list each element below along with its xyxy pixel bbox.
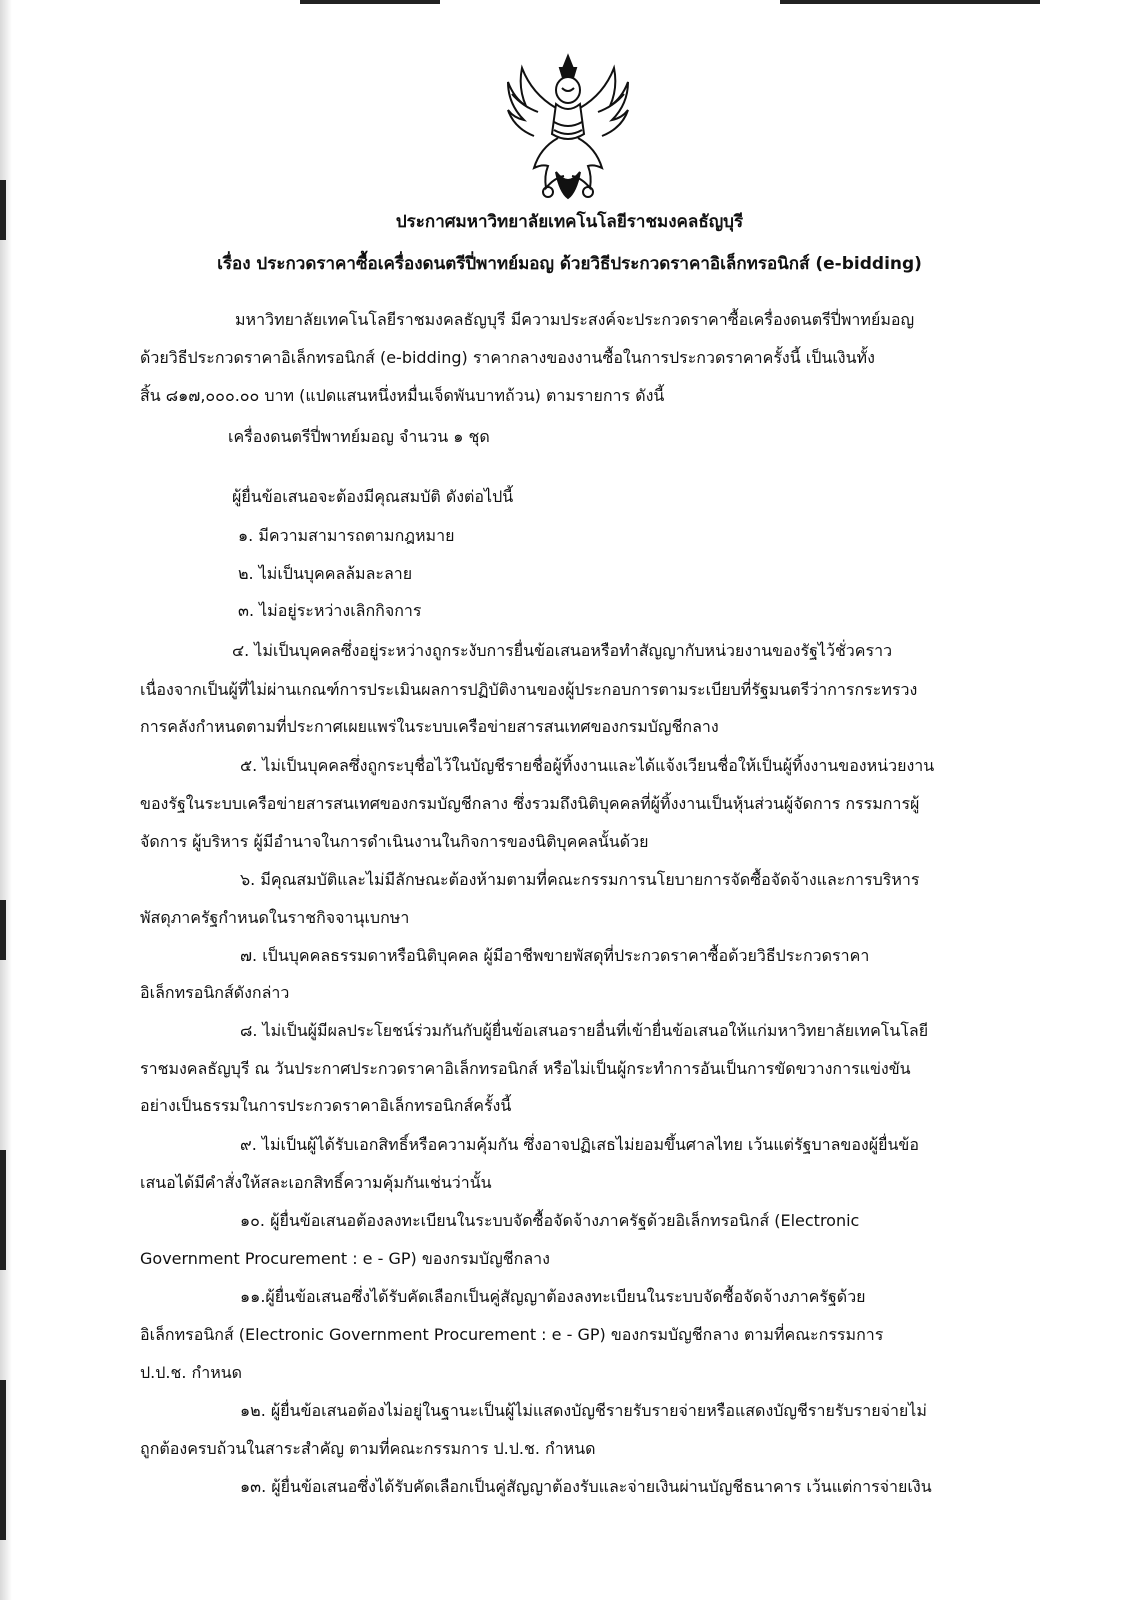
list-item: ๖. มีคุณสมบัติและไม่มีลักษณะต้องห้ามตามที่คณะกรรมการนโยบายการจัดซื้อจัดจ้างและการบริหาร	[240, 870, 920, 889]
page-subtitle: เรื่อง ประกวดราคาซื้อเครื่องดนตรีปี่พาทย์มอญ ด้วยวิธีประกวดราคาอิเล็กทรอนิกส์ (e-bidding)	[217, 254, 922, 274]
list-item: ๑๒. ผู้ยื่นข้อเสนอต้องไม่อยู่ในฐานะเป็นผู้ไม่แสดงบัญชีรายรับรายจ่ายหรือแสดงบัญชีรายรับรายจ่ายไม่	[240, 1401, 927, 1420]
list-item: ป.ป.ช. กำหนด	[140, 1363, 243, 1382]
list-item: เนื่องจากเป็นผู้ที่ไม่ผ่านเกณฑ์การประเมินผลการปฏิบัติงานของผู้ประกอบการตามระเบียบที่รัฐมนตรีว่าการกระทรวง	[140, 680, 918, 699]
list-item: อย่างเป็นธรรมในการประกวดราคาอิเล็กทรอนิกส์ครั้งนี้	[140, 1096, 512, 1115]
list-item: จัดการ ผู้บริหาร ผู้มีอำนาจในการดำเนินงานในกิจการของนิติบุคคลนั้นด้วย	[140, 832, 649, 851]
scan-mark	[300, 0, 440, 4]
qualifications-heading: ผู้ยื่นข้อเสนอจะต้องมีคุณสมบัติ ดังต่อไปนี้	[232, 487, 514, 506]
list-item: ราชมงคลธัญบุรี ณ วันประกาศประกวดราคาอิเล็กทรอนิกส์ หรือไม่เป็นผู้กระทำการอันเป็นการขัดขวางการแข่งขัน	[140, 1059, 911, 1078]
list-item: อิเล็กทรอนิกส์ (Electronic Government Procurement : e - GP) ของกรมบัญชีกลาง ตามที่คณะกรรมการ	[140, 1325, 884, 1344]
scan-mark	[0, 1380, 6, 1540]
list-item: ๕. ไม่เป็นบุคคลซึ่งถูกระบุชื่อไว้ในบัญชีรายชื่อผู้ทิ้งงานและได้แจ้งเวียนชื่อให้เป็นผู้ทิ้งงานของหน่วยงาน	[240, 756, 935, 775]
list-item: ๗. เป็นบุคคลธรรมดาหรือนิติบุคคล ผู้มีอาชีพขายพัสดุที่ประกวดราคาซื้อด้วยวิธีประกวดราคา	[240, 946, 870, 965]
list-item: ๒. ไม่เป็นบุคคลล้มละลาย	[238, 564, 413, 583]
list-item: ถูกต้องครบถ้วนในสาระสำคัญ ตามที่คณะกรรมการ ป.ป.ช. กำหนด	[140, 1439, 596, 1458]
list-item: ๘. ไม่เป็นผู้มีผลประโยชน์ร่วมกันกับผู้ยื่นข้อเสนอรายอื่นที่เข้ายื่นข้อเสนอให้แก่มหาวิทยาลัยเทคโนโลยี	[240, 1021, 929, 1040]
scan-mark	[0, 1150, 6, 1270]
list-item: ๔. ไม่เป็นบุคคลซึ่งอยู่ระหว่างถูกระงับการยื่นข้อเสนอหรือทำสัญญากับหน่วยงานของรัฐไว้ชั่วคราว	[232, 641, 893, 660]
scan-mark	[780, 0, 1040, 4]
intro-line: ด้วยวิธีประกวดราคาอิเล็กทรอนิกส์ (e-bidding) ราคากลางของงานซื้อในการประกวดราคาครั้งนี้ เป็นเงินทั้ง	[140, 348, 875, 367]
list-item: Government Procurement : e - GP) ของกรมบัญชีกลาง	[140, 1249, 550, 1268]
scan-edge	[0, 0, 12, 1600]
list-item: ๑๐. ผู้ยื่นข้อเสนอต้องลงทะเบียนในระบบจัดซื้อจัดจ้างภาครัฐด้วยอิเล็กทรอนิกส์ (Electronic	[240, 1211, 860, 1230]
scan-mark	[0, 900, 6, 960]
list-item: ๑. มีความสามารถตามกฎหมาย	[238, 526, 455, 545]
list-item: ของรัฐในระบบเครือข่ายสารสนเทศของกรมบัญชีกลาง ซึ่งรวมถึงนิติบุคคลที่ผู้ทิ้งงานเป็นหุ้นส่วนผู้จัดการ กรรมการผู้	[140, 794, 920, 813]
intro-line: มหาวิทยาลัยเทคโนโลยีราชมงคลธัญบุรี มีความประสงค์จะประกวดราคาซื้อเครื่องดนตรีปี่พาทย์มอญ	[235, 310, 915, 329]
list-item: พัสดุภาครัฐกำหนดในราชกิจจานุเบกษา	[140, 908, 410, 927]
list-item: ๓. ไม่อยู่ระหว่างเลิกกิจการ	[238, 601, 422, 620]
intro-line: เครื่องดนตรีปี่พาทย์มอญ จำนวน ๑ ชุด	[228, 427, 490, 446]
intro-line: สิ้น ๘๑๗,๐๐๐.๐๐ บาท (แปดแสนหนึ่งหมื่นเจ็ดพันบาทถ้วน) ตามรายการ ดังนี้	[140, 386, 665, 405]
list-item: ๑๓. ผู้ยื่นข้อเสนอซึ่งได้รับคัดเลือกเป็นคู่สัญญาต้องรับและจ่ายเงินผ่านบัญชีธนาคาร เว้นแต่การจ่ายเงิน	[240, 1477, 932, 1496]
list-item: เสนอได้มีคำสั่งให้สละเอกสิทธิ์ความคุ้มกันเช่นว่านั้น	[140, 1173, 492, 1192]
list-item: อิเล็กทรอนิกส์ดังกล่าว	[140, 983, 290, 1002]
list-item: ๙. ไม่เป็นผู้ได้รับเอกสิทธิ์หรือความคุ้มกัน ซึ่งอาจปฏิเสธไม่ยอมขึ้นศาลไทย เว้นแต่รัฐบาลของผู้ยื่นข้อ	[240, 1135, 919, 1154]
list-item: การคลังกำหนดตามที่ประกาศเผยแพร่ในระบบเครือข่ายสารสนเทศของกรมบัญชีกลาง	[140, 717, 719, 736]
garuda-emblem-icon	[498, 52, 638, 202]
list-item: ๑๑.ผู้ยื่นข้อเสนอซึ่งได้รับคัดเลือกเป็นคู่สัญญาต้องลงทะเบียนในระบบจัดซื้อจัดจ้างภาครัฐด้วย	[240, 1287, 866, 1306]
page-title: ประกาศมหาวิทยาลัยเทคโนโลยีราชมงคลธัญบุรี	[395, 212, 744, 232]
